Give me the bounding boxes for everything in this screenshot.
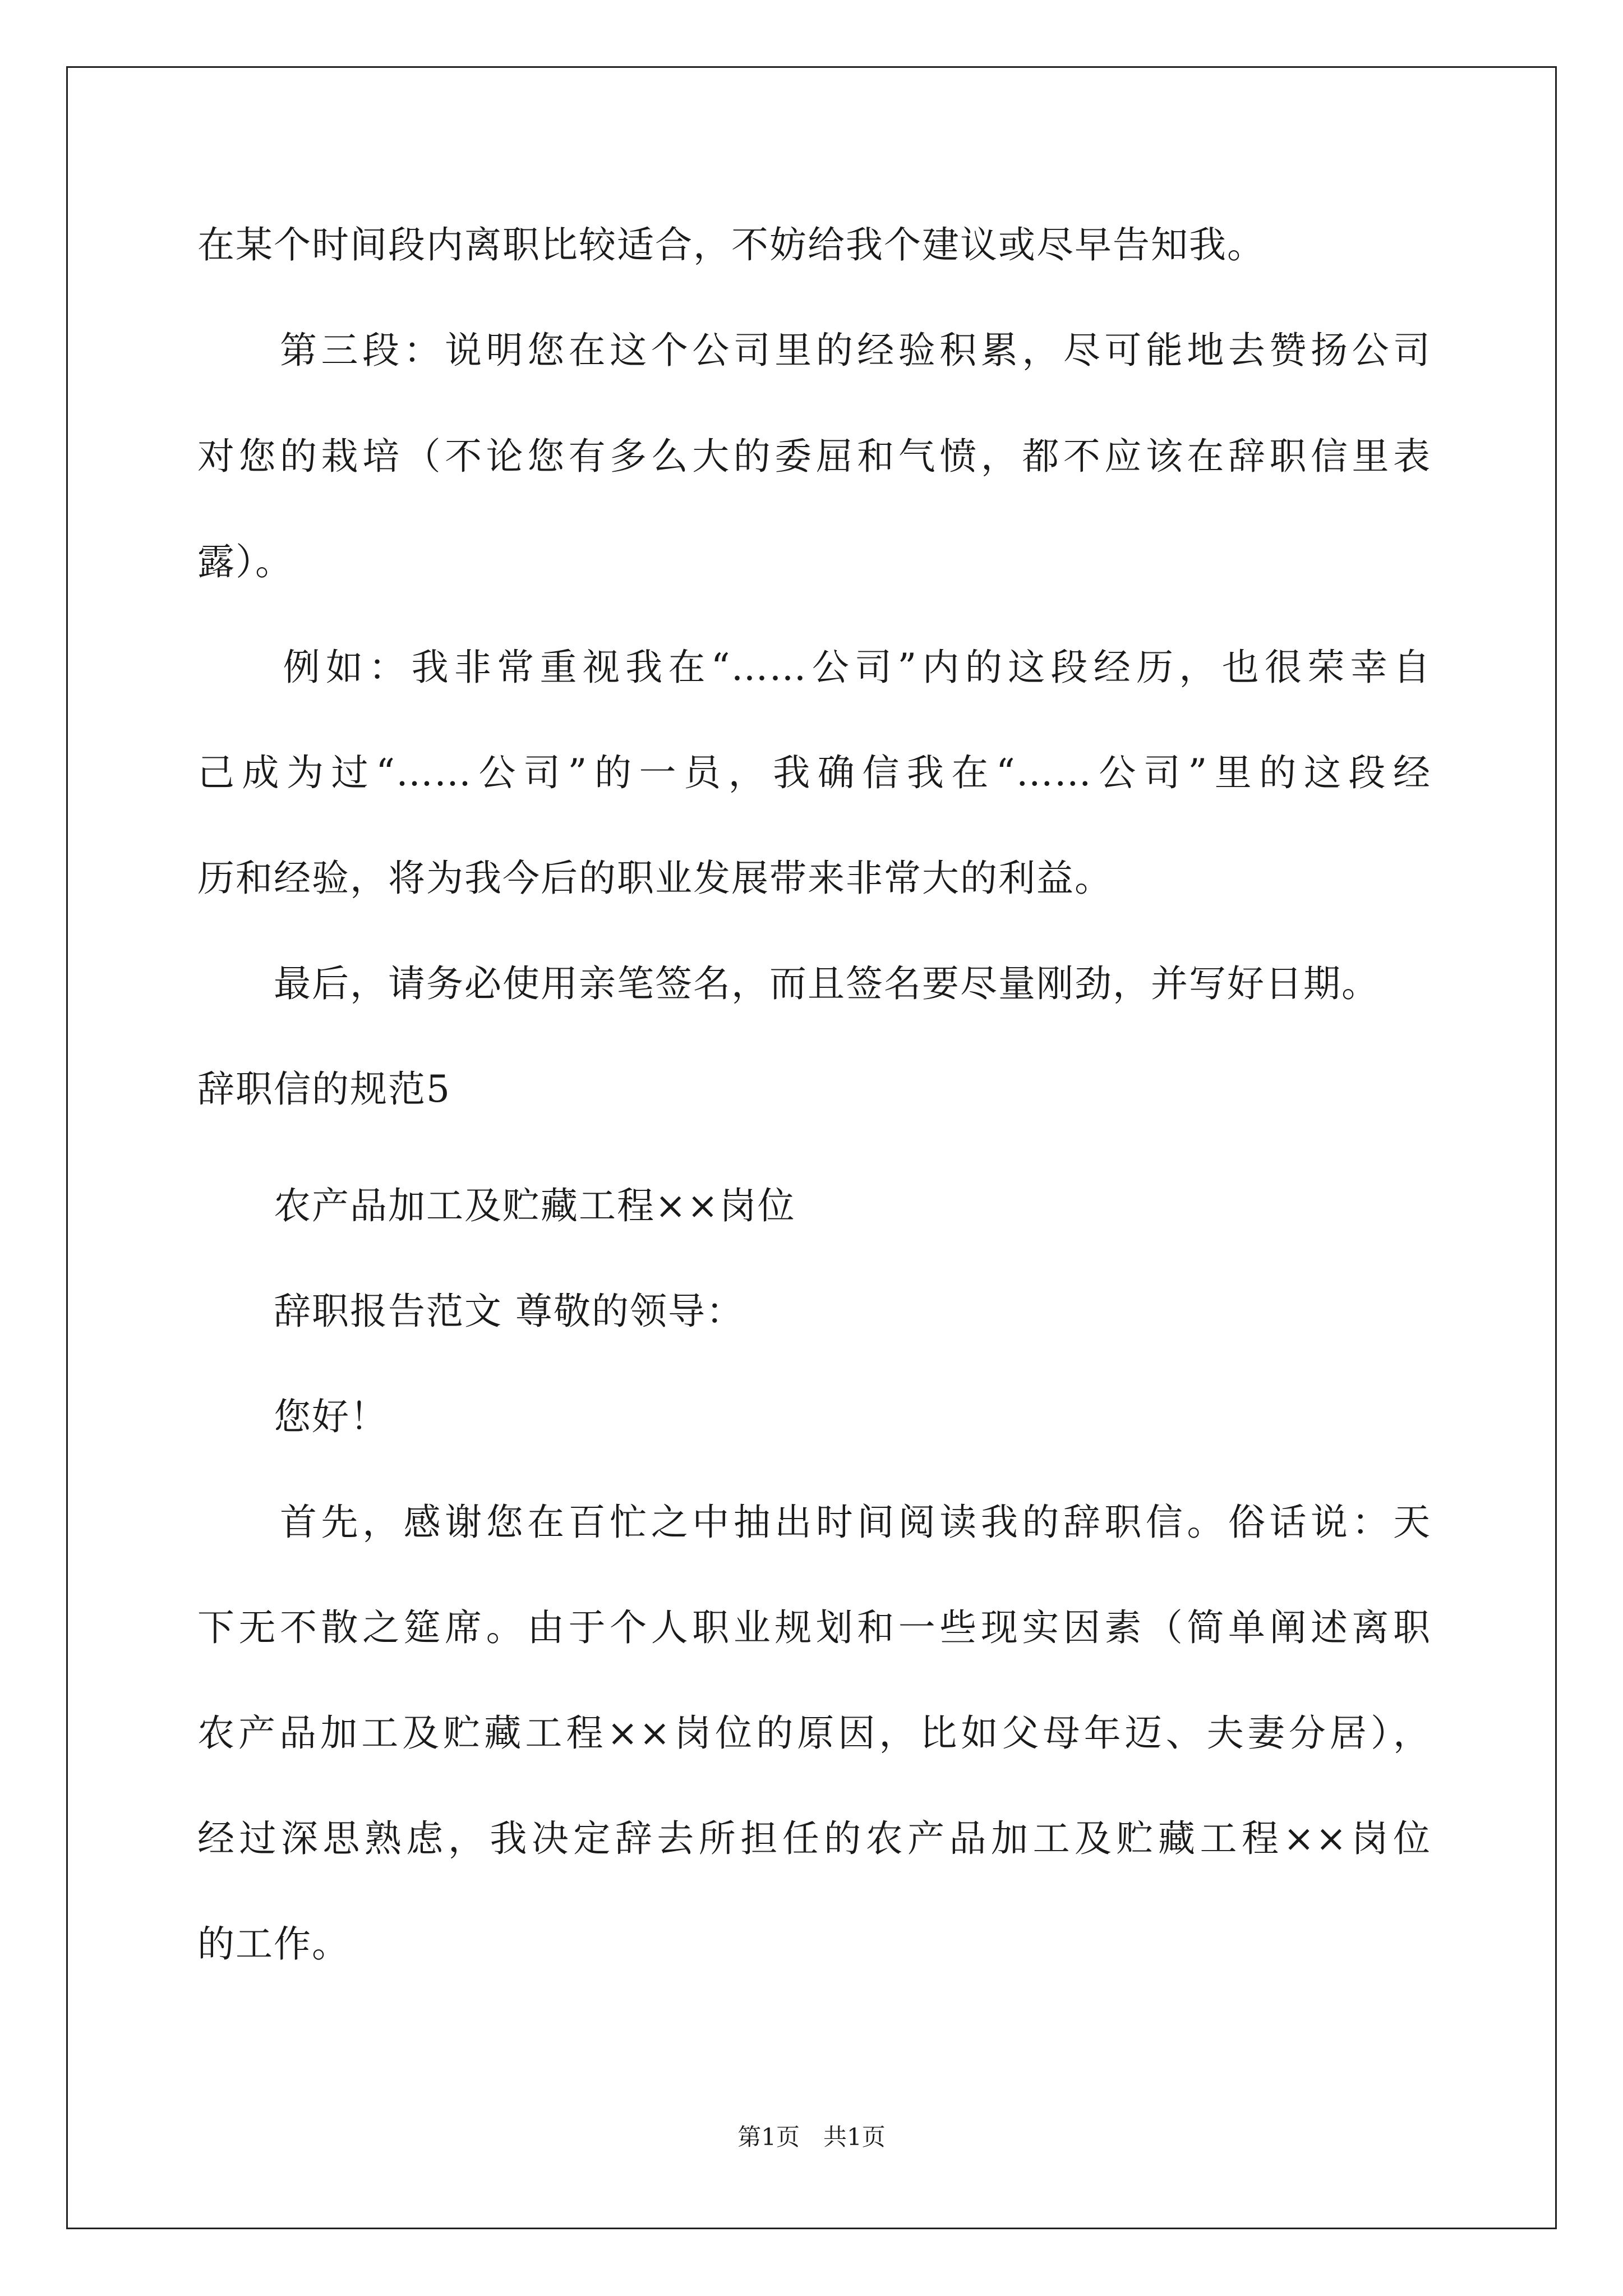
body-text-line: 您好！ <box>197 1395 388 1438</box>
body-text-line: 辞职报告范文 尊敬的领导： <box>197 1290 744 1333</box>
body-text-line: 在某个时间段内离职比较适合，不妨给我个建议或尽早告知我。 <box>197 223 1265 266</box>
body-text-line: 对您的栽培（不论您有多么大的委屈和气愤，都不应该在辞职信里表 <box>197 435 1431 478</box>
page-footer: 第1页 共1页 <box>737 2123 886 2151</box>
page-border <box>66 66 1557 2229</box>
body-text-line: 农产品加工及贮藏工程××岗位的原因，比如父母年迈、夫妻分居）， <box>197 1711 1431 1755</box>
body-text-line: 己成为过“……公司”的一员，我确信我在“……公司”里的这段经 <box>197 751 1431 794</box>
body-text-line: 露）。 <box>197 540 293 583</box>
body-text-line: 下无不散之筵席。由于个人职业规划和一些现实因素（简单阐述离职 <box>197 1606 1431 1649</box>
section-heading: 辞职信的规范5 <box>197 1068 451 1111</box>
body-text-line: 第三段：说明您在这个公司里的经验积累，尽可能地去赞扬公司 <box>197 329 1431 372</box>
body-text-line: 最后，请务必使用亲笔签名，而且签名要尽量刚劲，并写好日期。 <box>197 962 1380 1005</box>
body-text-line: 历和经验，将为我今后的职业发展带来非常大的利益。 <box>197 857 1113 900</box>
body-text-line: 首先，感谢您在百忙之中抽出时间阅读我的辞职信。俗话说：天 <box>197 1501 1431 1544</box>
body-text-line: 农产品加工及贮藏工程××岗位 <box>197 1184 796 1227</box>
body-text-line: 经过深思熟虑，我决定辞去所担任的农产品加工及贮藏工程××岗位 <box>197 1817 1431 1860</box>
body-text-line: 的工作。 <box>197 1922 350 1966</box>
body-text-line: 例如：我非常重视我在“……公司”内的这段经历，也很荣幸自 <box>197 646 1431 689</box>
